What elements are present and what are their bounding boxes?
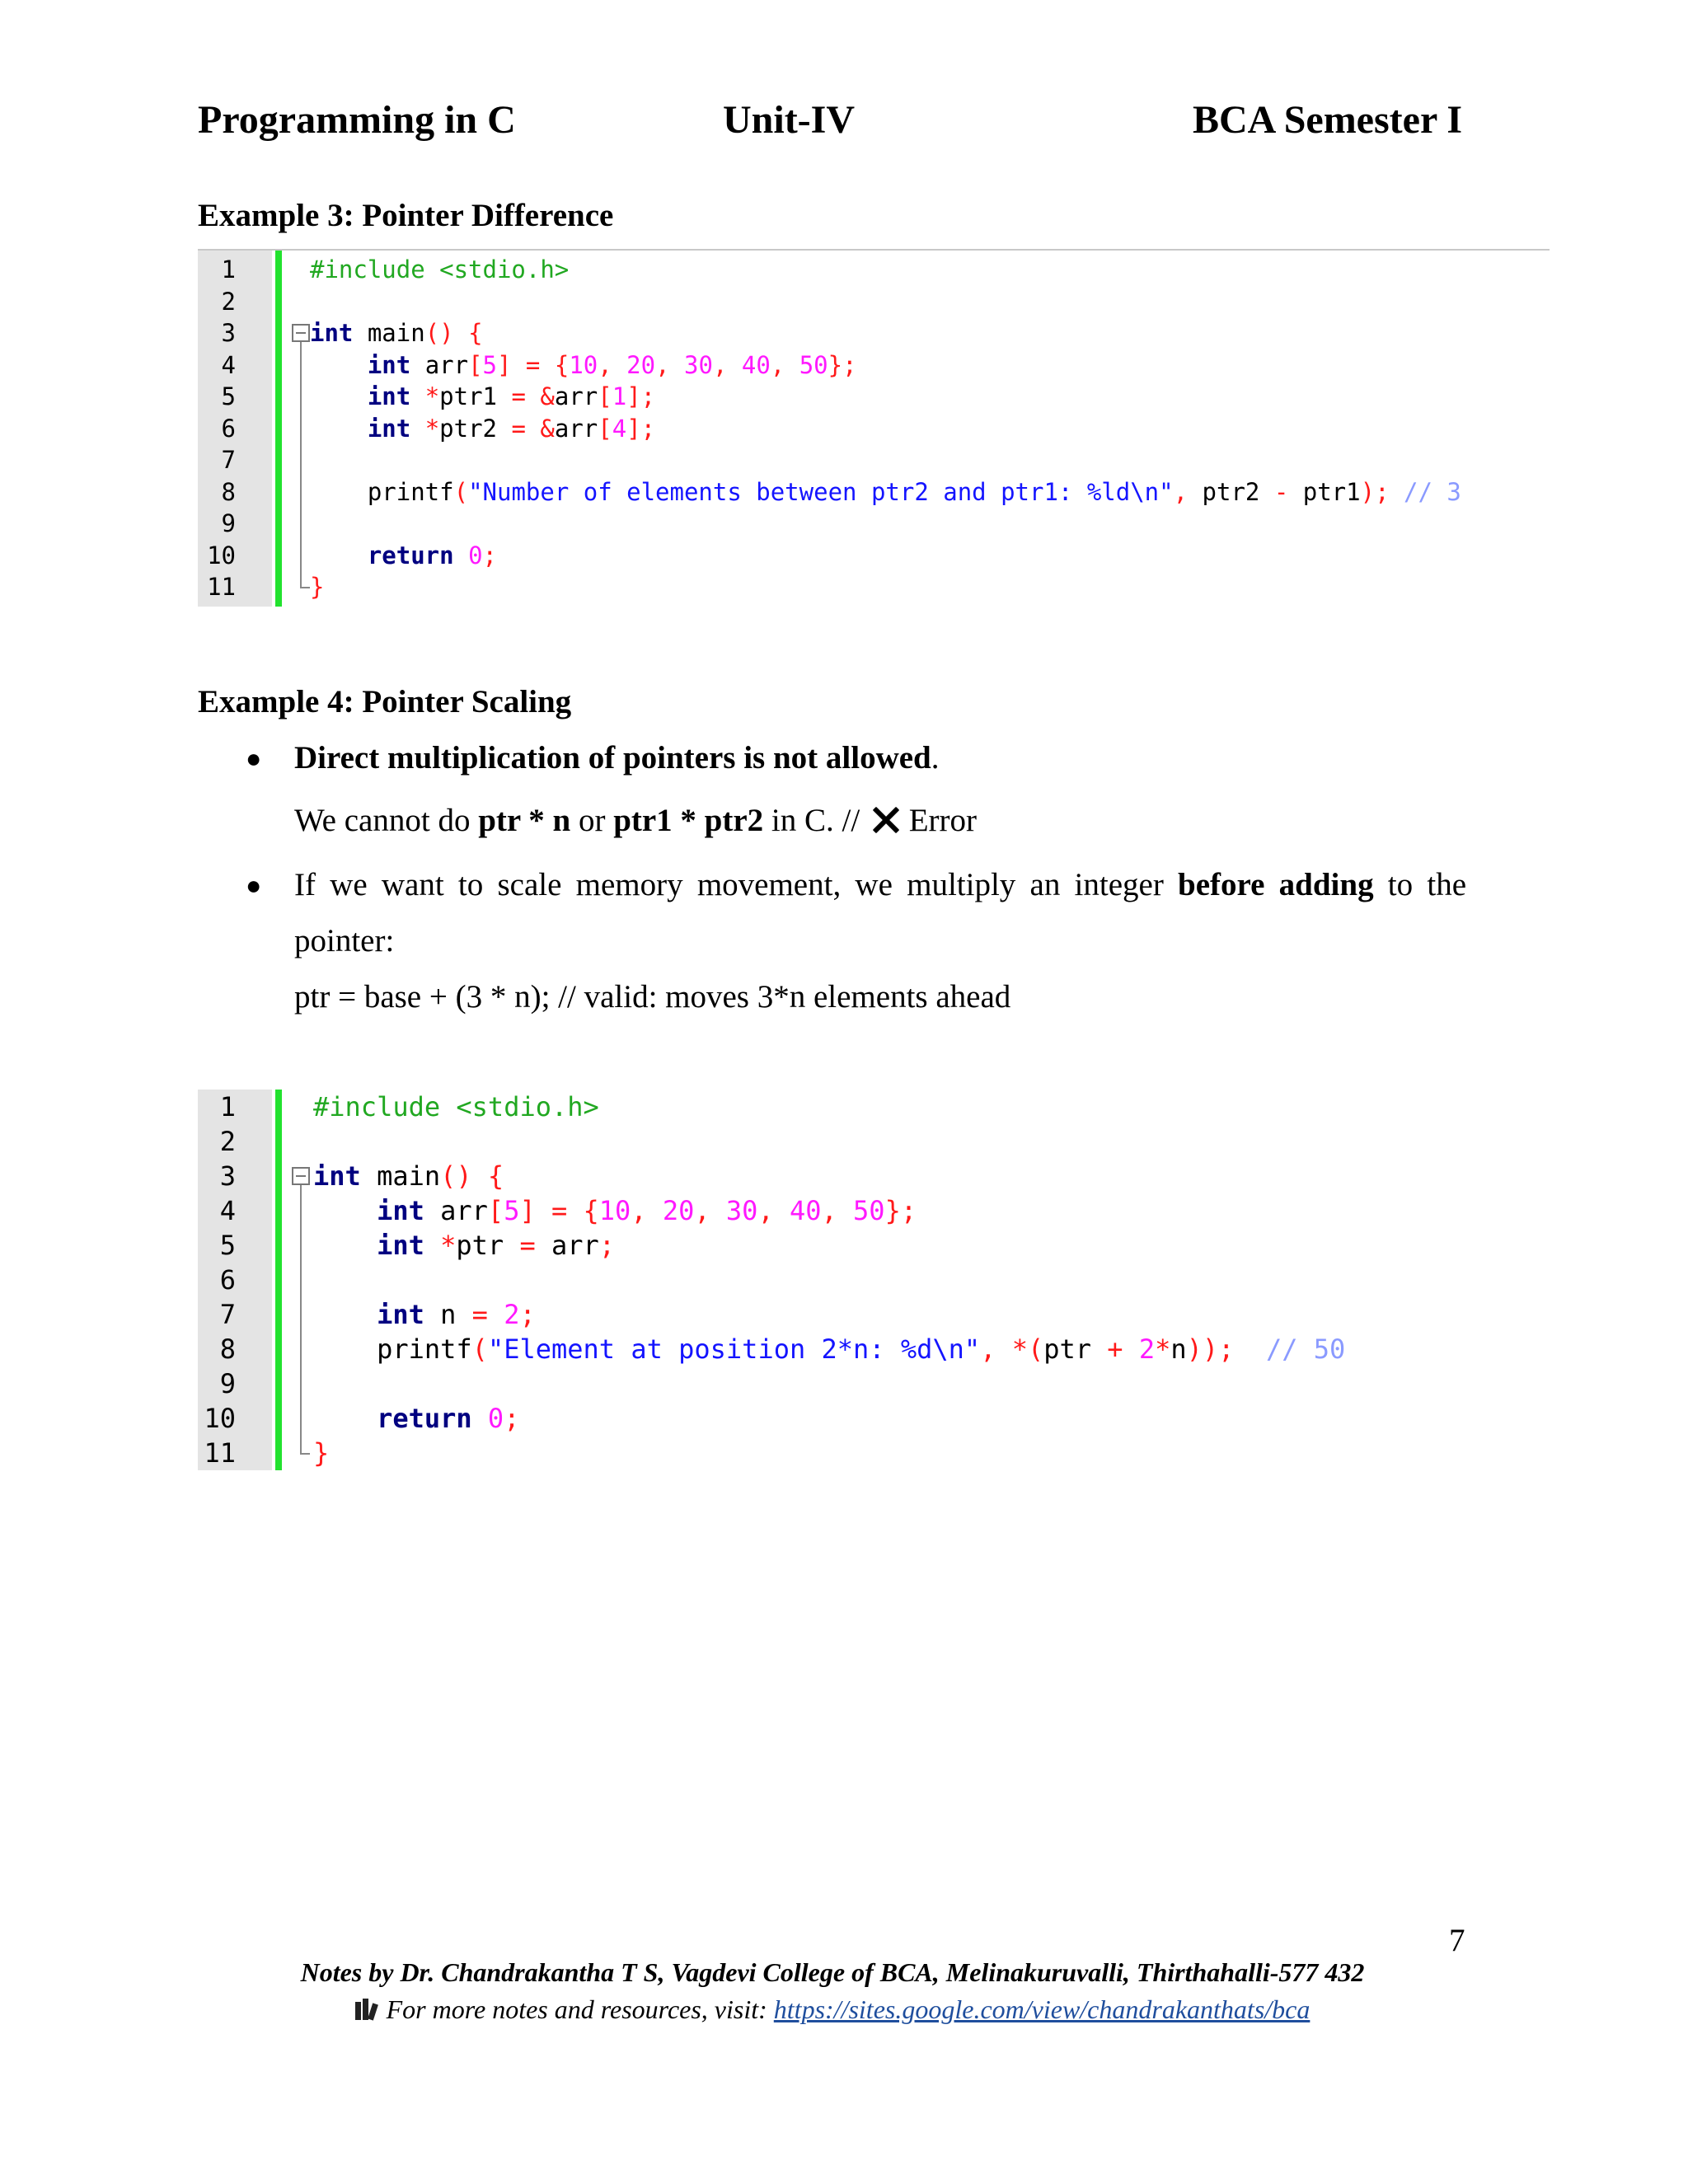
code-token — [310, 541, 368, 569]
change-marker-bar — [275, 1090, 282, 1470]
code-block-pointer-scaling — [198, 1090, 1550, 1477]
code-token: , — [712, 350, 742, 379]
text: or — [570, 803, 614, 838]
code-token: int — [367, 382, 411, 410]
code-line — [310, 381, 655, 413]
bullet2-line2: pointer: — [294, 923, 395, 958]
code-token — [313, 1403, 377, 1434]
line-number: 4 — [219, 1195, 236, 1226]
line-number: 6 — [221, 414, 236, 443]
line-number: 2 — [221, 287, 236, 316]
code-block-pointer-difference — [198, 251, 1550, 605]
line-number: 8 — [221, 477, 236, 506]
code-token — [454, 541, 468, 569]
code-token: 2 — [504, 1299, 520, 1330]
bullet-dot: ● — [246, 743, 262, 773]
code-token: [ — [598, 414, 612, 443]
line-number: 11 — [207, 573, 236, 601]
line-number: 10 — [207, 541, 236, 569]
code-ptr1-ptr2: ptr1 * ptr2 — [613, 803, 764, 838]
code-line — [310, 349, 857, 382]
line-number: 4 — [221, 350, 236, 379]
bullet1-line2 — [294, 801, 977, 841]
code-token: arr — [410, 350, 469, 379]
code-token: 20 — [662, 1195, 695, 1226]
code-token: ptr1 — [439, 382, 512, 410]
fold-end-mark — [300, 587, 310, 588]
code-token: 40 — [789, 1195, 822, 1226]
code-line — [313, 1297, 536, 1332]
code-token — [472, 1403, 488, 1434]
code-token: ; — [482, 541, 498, 569]
resources-link[interactable]: https://sites.google.com/view/chandrakanthats/bca — [773, 1994, 1311, 2024]
code-line — [313, 1436, 329, 1470]
code-token: 10 — [598, 1195, 631, 1226]
code-token: 4 — [612, 414, 627, 443]
code-token: printf — [310, 477, 454, 506]
code-token: printf — [313, 1333, 472, 1365]
code-token — [313, 1299, 377, 1330]
code-token: int — [377, 1195, 424, 1226]
code-token: ptr2 — [1188, 477, 1274, 506]
text: in C. // — [763, 803, 868, 838]
code-token: return — [377, 1403, 472, 1434]
code-token: - — [1273, 477, 1289, 506]
code-token: , * — [980, 1333, 1028, 1365]
fold-end-mark — [300, 1453, 310, 1455]
code-token: * — [1155, 1333, 1171, 1365]
fold-collapse-icon[interactable] — [292, 324, 310, 342]
code-line — [313, 1332, 1345, 1366]
bullet1-bold: Direct multiplication of pointers is not allowed — [294, 740, 931, 776]
code-token: )); — [1186, 1333, 1235, 1365]
page-number: 7 — [1449, 1923, 1465, 1958]
line-number: 5 — [219, 1230, 236, 1261]
code-token — [1123, 1333, 1139, 1365]
header-unit: Unit-IV — [723, 98, 856, 142]
code-token: main — [360, 1160, 441, 1192]
code-line — [310, 540, 497, 572]
code-token — [424, 1230, 440, 1261]
bullet1-end: . — [931, 740, 940, 776]
code-token: } — [310, 573, 325, 601]
code-token: #include <stdio.h> — [313, 1091, 599, 1122]
code-token — [310, 351, 368, 379]
line-number: 1 — [219, 1091, 236, 1122]
code-token: * — [424, 382, 440, 410]
code-token: // 3 — [1389, 477, 1461, 506]
code-token: [ — [598, 382, 612, 410]
code-token: = & — [511, 414, 555, 443]
code-token: 50 — [799, 350, 828, 379]
code-token: 5 — [504, 1195, 520, 1226]
code-token: ]; — [626, 414, 656, 443]
code-line — [310, 476, 1461, 509]
code-token: }; — [828, 350, 857, 379]
code-token: * — [424, 414, 440, 443]
line-number: 9 — [221, 509, 236, 537]
change-marker-bar — [275, 251, 282, 607]
code-token: } — [313, 1437, 330, 1469]
code-token — [310, 382, 368, 410]
fold-collapse-icon[interactable] — [292, 1167, 310, 1185]
text: to the — [1373, 867, 1466, 902]
line-number: 1 — [221, 255, 236, 284]
code-line — [310, 571, 324, 603]
code-token: n — [1170, 1333, 1187, 1365]
bullet-dot: ● — [246, 870, 262, 900]
code-token: 0 — [487, 1403, 504, 1434]
code-token: int — [367, 350, 411, 379]
code-token: 20 — [626, 350, 656, 379]
code-token: = — [471, 1299, 488, 1330]
line-number: 5 — [221, 382, 236, 410]
code-line — [310, 413, 655, 445]
line-number: 7 — [221, 446, 236, 474]
code-token: ptr — [1043, 1333, 1108, 1365]
code-token: #include <stdio.h> — [310, 255, 570, 284]
code-token: , — [655, 350, 685, 379]
line-number: 10 — [204, 1403, 236, 1434]
code-token: = & — [511, 382, 555, 410]
code-top-border — [198, 249, 1550, 251]
code-token: , — [631, 1195, 663, 1226]
fold-guide-line — [300, 1185, 302, 1453]
code-token: arr — [424, 1195, 488, 1226]
code-token: 5 — [482, 350, 498, 379]
code-token: ] = { — [519, 1195, 599, 1226]
code-line — [310, 254, 569, 286]
code-token — [313, 1230, 377, 1261]
code-line — [310, 317, 483, 349]
header-semester: BCA Semester I — [1193, 98, 1463, 142]
line-number: 6 — [219, 1264, 236, 1296]
line-number: 9 — [219, 1368, 236, 1399]
example4-title: Example 4: Pointer Scaling — [198, 684, 572, 719]
code-token: [ — [487, 1195, 504, 1226]
bullet2-code-example: ptr = base + (3 * n); // valid: moves 3*n elements ahead — [294, 979, 1011, 1015]
text: We cannot do — [294, 803, 479, 838]
cross-mark-icon — [871, 806, 899, 834]
code-ptr-n: ptr * n — [478, 803, 571, 838]
footer-author-note: Notes by Dr. Chandrakantha T S, Vagdevi College of BCA, Melinakuruvalli, Thirthahalli-577 432 — [300, 1957, 1365, 1987]
code-token — [313, 1195, 377, 1226]
code-token — [310, 415, 368, 443]
line-number: 11 — [204, 1437, 236, 1469]
code-token: 40 — [741, 350, 771, 379]
code-token — [488, 1299, 504, 1330]
text: If we want to scale memory movement, we multiply an integer — [294, 867, 1179, 902]
line-number: 3 — [219, 1160, 236, 1192]
code-token: ptr — [456, 1230, 520, 1261]
code-token: int — [377, 1299, 424, 1330]
code-token: int — [310, 319, 354, 347]
code-token: ( — [453, 477, 469, 506]
code-line — [313, 1193, 917, 1228]
code-token: int — [313, 1160, 361, 1192]
code-token — [410, 415, 424, 443]
code-token: ptr2 — [439, 414, 512, 443]
code-token: main — [353, 319, 425, 347]
code-line — [313, 1159, 504, 1193]
code-line — [313, 1090, 599, 1124]
line-number: 7 — [219, 1299, 236, 1330]
code-line — [313, 1228, 615, 1263]
code-token: 30 — [684, 350, 713, 379]
code-token: return — [367, 541, 454, 569]
code-token — [410, 382, 424, 410]
bullet2-line1 — [294, 865, 1466, 905]
error-label: Error — [908, 803, 977, 838]
code-token: arr — [554, 382, 598, 410]
code-token: // 50 — [1234, 1333, 1346, 1365]
code-token: int — [367, 414, 411, 443]
code-token: = — [519, 1230, 536, 1261]
code-token: "Element at position 2*n: %d\n" — [487, 1333, 981, 1365]
code-token: ] = { — [497, 350, 570, 379]
code-token: ptr1 — [1288, 477, 1361, 506]
line-number: 8 — [219, 1333, 236, 1365]
code-token: int — [377, 1230, 424, 1261]
line-number: 2 — [219, 1126, 236, 1157]
code-token: + — [1107, 1333, 1123, 1365]
code-token: , — [757, 1195, 790, 1226]
code-token: "Number of elements between ptr2 and ptr1: %ld\n" — [468, 477, 1174, 506]
code-token: () { — [424, 319, 483, 347]
code-token: ; — [504, 1403, 520, 1434]
code-token: }; — [884, 1195, 917, 1226]
code-token: ( — [1027, 1333, 1044, 1365]
header-course-title: Programming in C — [198, 98, 516, 142]
example3-title: Example 3: Pointer Difference — [198, 198, 614, 233]
code-token: () { — [440, 1160, 504, 1192]
code-token: , — [821, 1195, 854, 1226]
code-token: 10 — [569, 350, 598, 379]
bullet1-line1 — [294, 738, 940, 778]
footer-resources-text: For more notes and resources, visit: — [386, 1994, 774, 2024]
code-token: ); — [1360, 477, 1390, 506]
code-token: ( — [471, 1333, 488, 1365]
before-adding-bold: before adding — [1178, 867, 1374, 902]
code-token: 2 — [1138, 1333, 1156, 1365]
code-token: ; — [519, 1299, 536, 1330]
code-line — [313, 1401, 519, 1436]
code-token: 50 — [853, 1195, 885, 1226]
code-token: arr — [535, 1230, 599, 1261]
code-token: ]; — [626, 382, 656, 410]
code-token: n — [424, 1299, 472, 1330]
code-token: 1 — [612, 382, 627, 410]
code-token: ; — [598, 1230, 616, 1261]
code-token: * — [440, 1230, 457, 1261]
code-token: , — [1173, 477, 1189, 506]
code-token: , — [694, 1195, 726, 1226]
footer-resources — [0, 1994, 1665, 2025]
code-token: , — [598, 350, 627, 379]
code-token: , — [770, 350, 799, 379]
code-token: arr — [554, 414, 598, 443]
code-token: 0 — [468, 541, 483, 569]
books-icon — [355, 1999, 380, 2020]
code-token: [ — [468, 350, 483, 379]
fold-guide-line — [300, 342, 302, 587]
line-number: 3 — [221, 319, 236, 347]
code-token: 30 — [725, 1195, 758, 1226]
